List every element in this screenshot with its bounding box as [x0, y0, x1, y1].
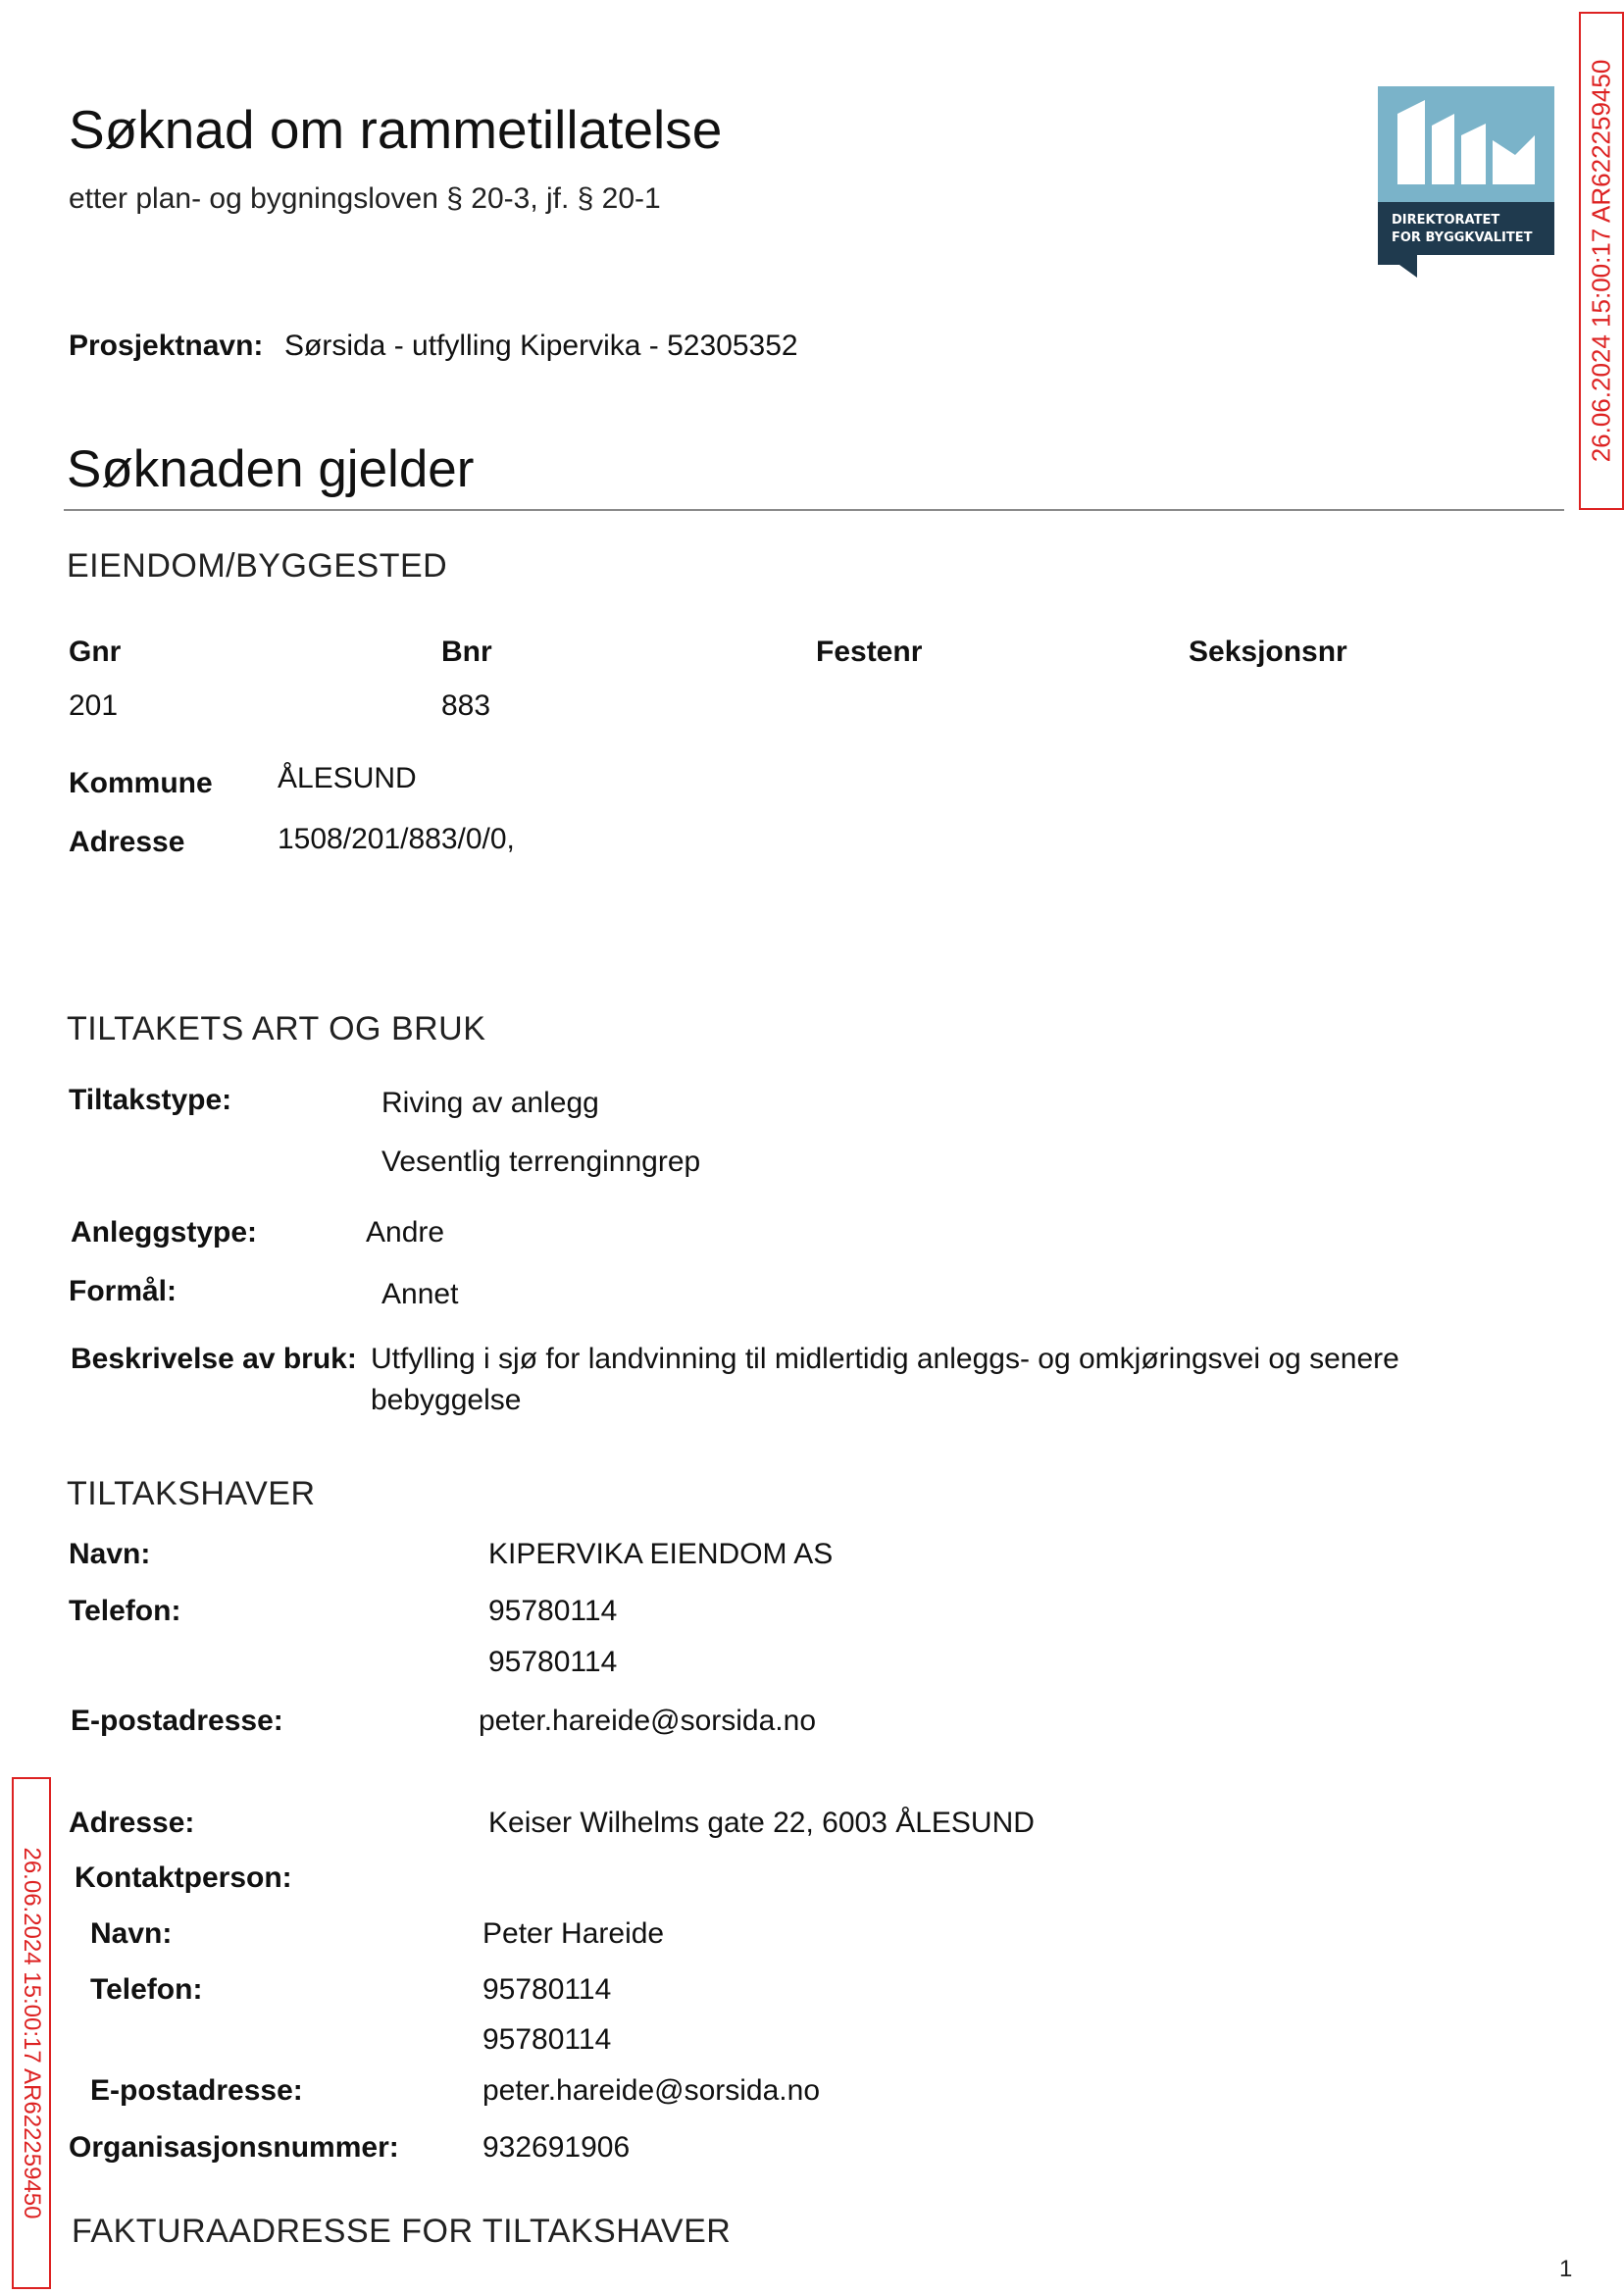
beskrivelse-label: Beskrivelse av bruk:: [71, 1343, 357, 1375]
kontakt-navn-value: Peter Hareide: [482, 1917, 665, 1950]
date-stamp-top: [1579, 12, 1624, 510]
adresse-label: Adresse: [69, 826, 185, 858]
anleggstype-value: Andre: [366, 1216, 445, 1249]
gnr-label: Gnr: [69, 636, 122, 668]
epost-label: E-postadresse:: [71, 1705, 283, 1737]
kontakt-telefon-value-2: 95780114: [482, 2023, 612, 2056]
kontakt-epost-label: E-postadresse:: [90, 2074, 303, 2107]
page-number: 1: [1559, 2256, 1573, 2282]
beskrivelse-value-1: Utfylling i sjø for landvinning til midlertidig anleggs- og omkjøringsvei og senere: [371, 1343, 1399, 1375]
kontakt-telefon-value-1: 95780114: [482, 1973, 612, 2006]
date-stamp-left: [12, 1777, 51, 2289]
telefon-value-1: 95780114: [488, 1595, 618, 1627]
orgnr-label: Organisasjonsnummer:: [69, 2131, 399, 2164]
logo-line2: FOR BYGGKVALITET: [1392, 230, 1533, 245]
tiltakstype-value-2: Vesentlig terrenginngrep: [381, 1146, 701, 1178]
navn-value: KIPERVIKA EIENDOM AS: [488, 1538, 834, 1570]
kontakt-telefon-label: Telefon:: [90, 1973, 203, 2006]
bnr-label: Bnr: [441, 636, 492, 668]
adresse-value: 1508/201/883/0/0,: [278, 823, 515, 855]
project-label: Prosjektnavn:: [69, 330, 264, 362]
telefon-value-2: 95780114: [488, 1646, 618, 1678]
document-subtitle: etter plan- og bygningsloven § 20-3, jf. § 20-1: [69, 182, 661, 215]
tiltakstype-value-1: Riving av anlegg: [381, 1087, 599, 1119]
bnr-value: 883: [441, 689, 491, 722]
logo-line1: DIREKTORATET: [1392, 213, 1500, 228]
beskrivelse-value-2: bebyggelse: [371, 1384, 522, 1416]
gnr-value: 201: [69, 689, 119, 722]
tiltakshaver-adresse-value: Keiser Wilhelms gate 22, 6003 ÅLESUND: [488, 1807, 1035, 1839]
kommune-value: ÅLESUND: [278, 762, 417, 794]
eiendom-heading: EIENDOM/BYGGESTED: [67, 547, 448, 585]
tiltakshaver-heading: TILTAKSHAVER: [67, 1475, 316, 1512]
formal-label: Formål:: [69, 1275, 178, 1307]
kommune-label: Kommune: [69, 767, 213, 799]
stamp-text: 26.06.2024 15:00:17 AR622259450: [1586, 59, 1616, 463]
faktura-heading: FAKTURAADRESSE FOR TILTAKSHAVER: [72, 2213, 732, 2250]
kontakt-epost-value: peter.hareide@sorsida.no: [482, 2074, 821, 2107]
stamp-text: 26.06.2024 15:00:17 AR622259450: [19, 1847, 45, 2219]
seksjonsnr-label: Seksjonsnr: [1189, 636, 1347, 668]
tiltak-heading: TILTAKETS ART OG BRUK: [67, 1010, 486, 1047]
kontaktperson-label: Kontaktperson:: [75, 1861, 292, 1894]
section-title: Søknaden gjelder: [67, 440, 475, 498]
project-value: Sørsida - utfylling Kipervika - 52305352: [284, 330, 798, 362]
tiltakstype-label: Tiltakstype:: [69, 1084, 232, 1116]
dibk-logo: [1378, 86, 1554, 278]
telefon-label: Telefon:: [69, 1595, 181, 1627]
orgnr-value: 932691906: [482, 2131, 631, 2164]
formal-value: Annet: [381, 1278, 459, 1310]
section-divider: [64, 509, 1564, 511]
navn-label: Navn:: [69, 1538, 151, 1570]
epost-value: peter.hareide@sorsida.no: [479, 1705, 817, 1737]
tiltakshaver-adresse-label: Adresse:: [69, 1807, 195, 1839]
festenr-label: Festenr: [816, 636, 923, 668]
anleggstype-label: Anleggstype:: [71, 1216, 258, 1249]
document-title: Søknad om rammetillatelse: [69, 99, 723, 160]
kontakt-navn-label: Navn:: [90, 1917, 173, 1950]
